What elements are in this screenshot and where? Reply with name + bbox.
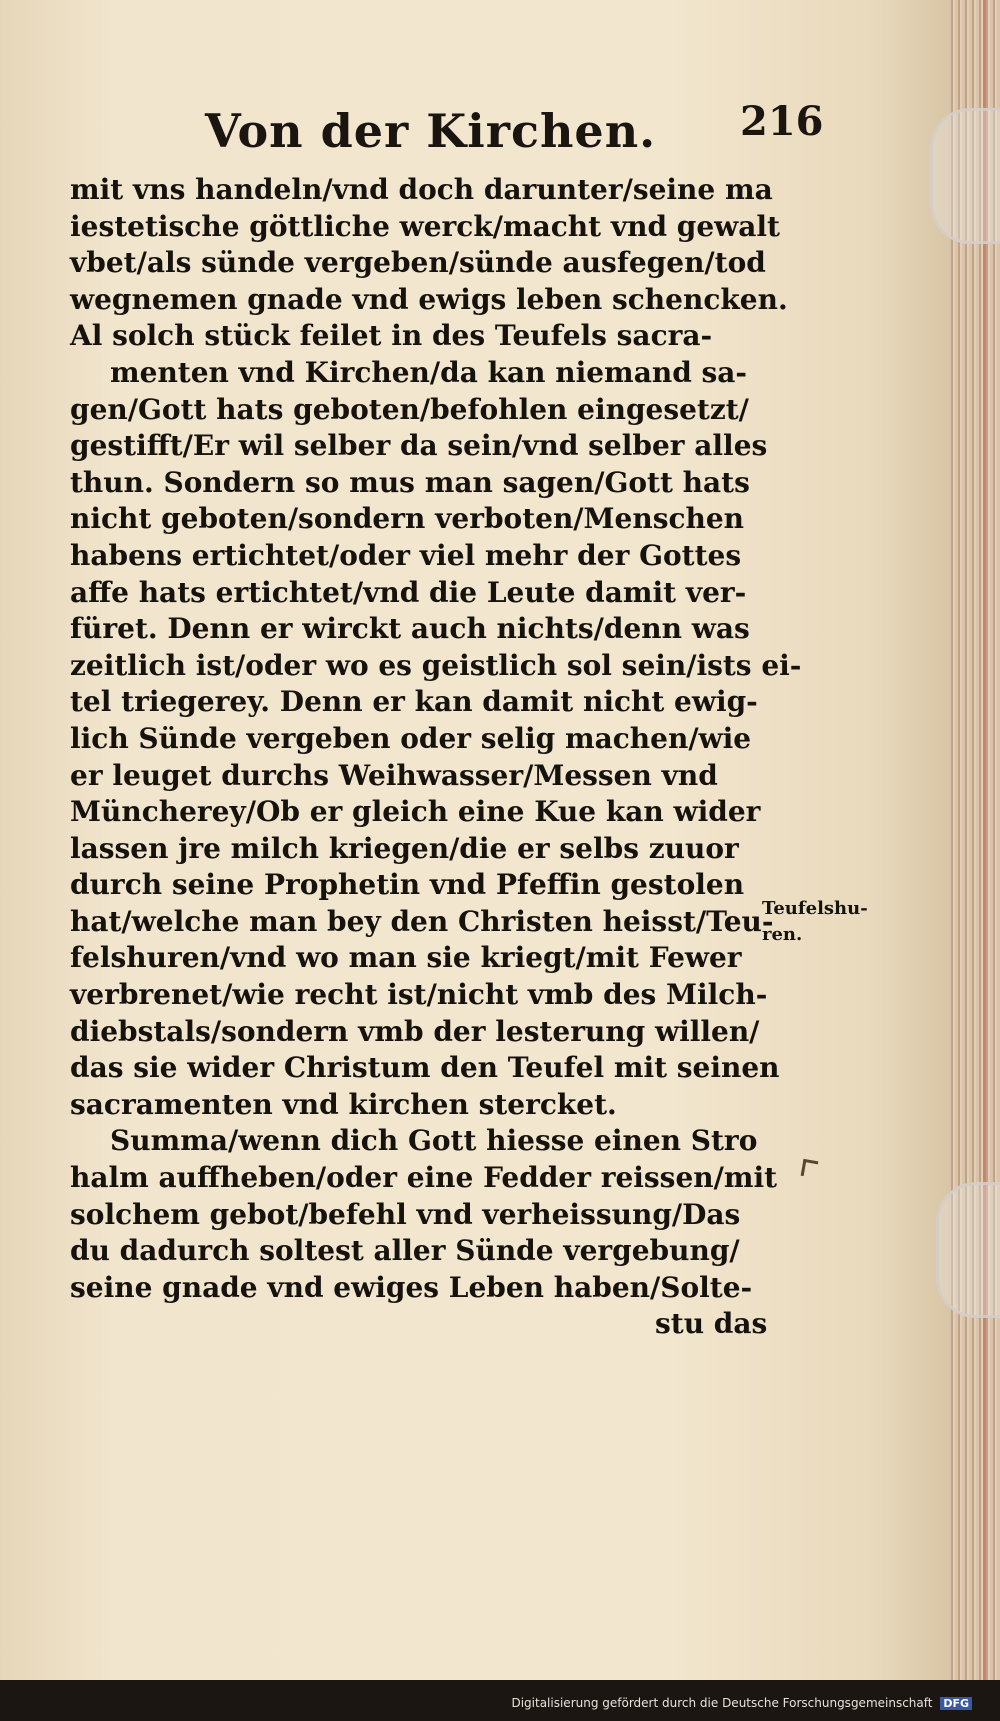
text-line: gen/Gott hats geboten/befohlen eingesetzt/ (70, 392, 749, 426)
text-line: durch seine Prophetin vnd Pfeffin gestolen (70, 868, 745, 902)
dfg-logo: DFG (940, 1697, 972, 1710)
text-line: füret. Denn er wirckt auch nichts/denn was (70, 612, 750, 646)
text-line: diebstals/sondern vmb der lesterung willen/ (70, 1014, 760, 1048)
text-line: verbrenet/wie recht ist/nicht vmb des Milch- (70, 978, 768, 1012)
margin-note-line: ren. (762, 924, 803, 945)
text-line: habens ertichtet/oder viel mehr der Gottes (70, 538, 742, 572)
text-line: seine gnade vnd ewiges Leben haben/Solte- (70, 1270, 753, 1304)
text-line: lich Sünde vergeben oder selig machen/wie (70, 721, 752, 755)
text-line: du dadurch soltest aller Sünde vergebung/ (70, 1234, 740, 1268)
text-line: halm auffheben/oder eine Fedder reissen/mit (70, 1161, 778, 1195)
text-line: menten vnd Kirchen/da kan niemand sa- (110, 355, 748, 389)
text-line: iestetische göttliche werck/macht vnd gewalt (70, 209, 780, 243)
text-line: tel triegerey. Denn er kan damit nicht ewig- (70, 685, 758, 719)
text-line: wegnemen gnade vnd ewigs leben schencken. (70, 282, 788, 316)
pencil-mark (801, 1159, 819, 1178)
text-line: lassen jre milch kriegen/die er selbs zuuor (70, 831, 739, 865)
text-line: nicht geboten/sondern verboten/Menschen (70, 502, 745, 536)
page-clip-top (930, 108, 1000, 244)
text-line: vbet/als sünde vergeben/sünde ausfegen/tod (70, 246, 766, 280)
margin-note (762, 896, 868, 948)
page-edges (948, 0, 1000, 1680)
credit-text: Digitalisierung gefördert durch die Deutsche Forschungsgemeinschaft (511, 1696, 933, 1710)
text-line: solchem gebot/befehl vnd verheissung/Das (70, 1197, 741, 1231)
digitization-credit (511, 1696, 972, 1710)
catchword: stu das (655, 1307, 768, 1341)
text-line: Summa/wenn dich Gott hiesse einen Stro (110, 1124, 758, 1158)
text-line: mit vns handeln/vnd doch darunter/seine ma (70, 173, 773, 206)
text-line: sacramenten vnd kirchen stercket. (70, 1087, 617, 1121)
text-line: Al solch stück feilet in des Teufels sacra- (70, 319, 713, 353)
text-line: Müncherey/Ob er gleich eine Kue kan wider (70, 795, 761, 829)
running-head: Von der Kirchen. (205, 104, 657, 158)
margin-note-line: Teufelshu- (762, 898, 868, 919)
page-clip-bottom (936, 1182, 1000, 1318)
page-number: 216 (740, 98, 824, 145)
body-text (70, 172, 802, 1343)
text-line: er leuget durchs Weihwasser/Messen vnd (70, 758, 718, 792)
text-line: affe hats ertichtet/vnd die Leute damit ver- (70, 575, 747, 609)
text-line: zeitlich ist/oder wo es geistlich sol sein/ists ei- (70, 648, 802, 682)
text-line: das sie wider Christum den Teufel mit seinen (70, 1051, 780, 1085)
text-line: felshuren/vnd wo man sie kriegt/mit Fewer (70, 941, 742, 975)
text-line: gestifft/Er wil selber da sein/vnd selber alles (70, 429, 768, 463)
text-line: thun. Sondern so mus man sagen/Gott hats (70, 465, 750, 499)
text-line: hat/welche man bey den Christen heisst/Teu- (70, 904, 774, 938)
